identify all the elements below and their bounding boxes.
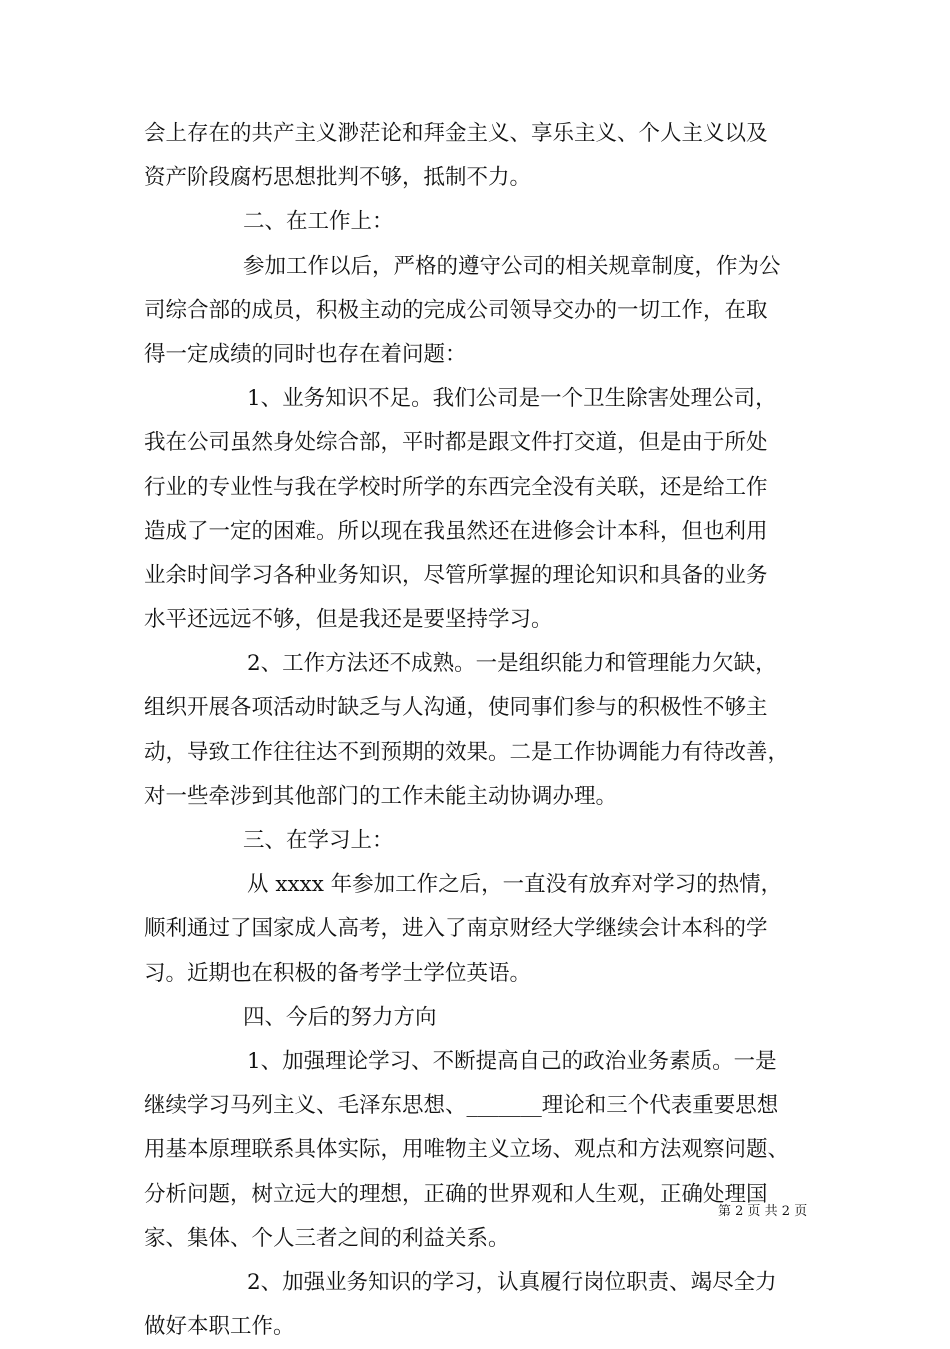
paragraph-line: 顺利通过了国家成人高考，进入了南京财经大学继续会计本科的学	[144, 916, 768, 942]
paragraph-line: 造成了一定的困难。所以现在我虽然还在进修会计本科，但也利用	[144, 518, 768, 544]
paragraph-line: 2、加强业务知识的学习，认真履行岗位职责、竭尽全力	[247, 1269, 777, 1295]
section-heading: 二、在工作上：	[243, 209, 394, 235]
paragraph-line: 参加工作以后，严格的遵守公司的相关规章制度，作为公	[243, 253, 781, 279]
paragraph-line: 组织开展各项活动时缺乏与人沟通，使同事们参与的积极性不够主	[144, 695, 768, 721]
paragraph-line: 分析问题，树立远大的理想，正确的世界观和人生观，正确处理国	[144, 1181, 768, 1207]
paragraph-line: 水平还远远不够，但是我还是要坚持学习。	[144, 607, 553, 633]
paragraph-line: 动，导致工作往往达不到预期的效果。二是工作协调能力有待改善，	[144, 739, 790, 765]
paragraph-line: 得一定成绩的同时也存在着问题：	[144, 341, 467, 367]
paragraph-line: 习。近期也在积极的备考学士学位英语。	[144, 960, 532, 986]
paragraph-line: 用基本原理联系具体实际，用唯物主义立场、观点和方法观察问题、	[144, 1137, 790, 1163]
paragraph-line: 做好本职工作。	[144, 1314, 295, 1340]
paragraph-line: 1、业务知识不足。我们公司是一个卫生除害处理公司，	[247, 386, 777, 412]
paragraph-line: 2、工作方法还不成熟。一是组织能力和管理能力欠缺，	[247, 651, 777, 677]
paragraph-line: 从 xxxx 年参加工作之后，一直没有放弃对学习的热情，	[247, 872, 783, 898]
section-heading: 三、在学习上：	[243, 828, 394, 853]
paragraph-line: 资产阶段腐朽思想批判不够，抵制不力。	[144, 165, 532, 191]
paragraph-line: 司综合部的成员，积极主动的完成公司领导交办的一切工作，在取	[144, 297, 768, 323]
paragraph-line: 我在公司虽然身处综合部，平时都是跟文件打交道，但是由于所处	[144, 430, 768, 456]
paragraph-line: 行业的专业性与我在学校时所学的东西完全没有关联，还是给工作	[144, 474, 768, 500]
paragraph-line: 继续学习马列主义、毛泽东思想、_______理论和三个代表重要思想	[144, 1093, 779, 1119]
paragraph-line: 1、加强理论学习、不断提高自己的政治业务素质。一是	[247, 1048, 777, 1074]
paragraph-line: 业余时间学习各种业务知识，尽管所掌握的理论知识和具备的业务	[144, 562, 768, 588]
paragraph-line: 家、集体、个人三者之间的利益关系。	[144, 1225, 510, 1251]
paragraph-line: 对一些牵涉到其他部门的工作未能主动协调办理。	[144, 783, 618, 809]
paragraph-line: 会上存在的共产主义渺茫论和拜金主义、享乐主义、个人主义以及	[144, 121, 768, 146]
section-heading: 四、今后的努力方向	[243, 1004, 437, 1030]
document-body	[144, 112, 824, 1349]
page-number-footer: 第 2 页 共 2 页	[718, 1204, 808, 1219]
